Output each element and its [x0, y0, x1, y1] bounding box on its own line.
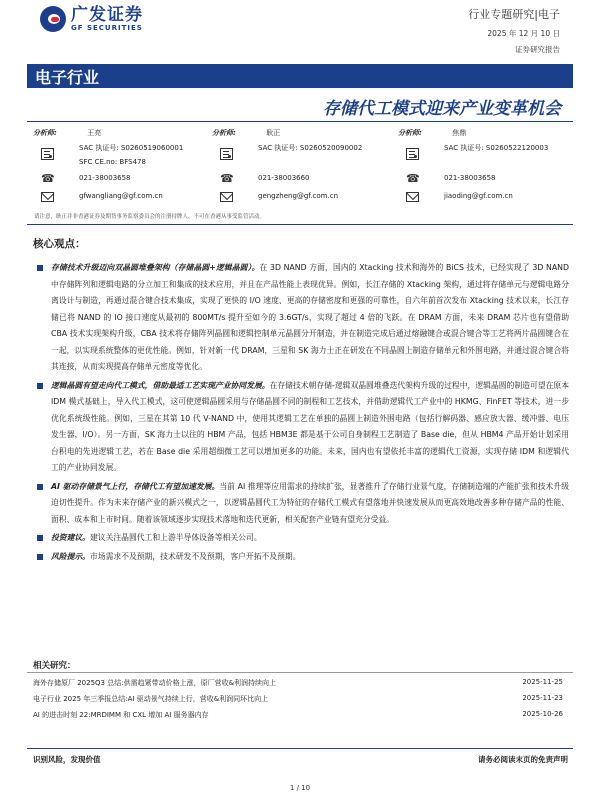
report-date: 2025 年 12 月 10 日 [487, 29, 560, 38]
certificate-icon [406, 148, 419, 160]
analyst-disclaimer: 请注意，耿正并非香港证券及期货事务监察委员会的注册持牌人，不可在香港从事受监管活动。 [34, 214, 266, 220]
list-item [33, 378, 569, 477]
key-points-list [33, 260, 569, 567]
bullet-square-icon [37, 554, 43, 560]
related-item-title[interactable]: 海外存储原厂 2025Q3 总结:供需趋紧带动价格上涨，原厂营收&利润持续向上 [33, 679, 277, 687]
certificate-icon [220, 148, 233, 160]
page-number: 1 / 10 [289, 784, 311, 792]
mail-icon [41, 192, 54, 202]
bullet-square-icon [37, 265, 43, 271]
industry-banner [27, 64, 573, 88]
analyst-header [33, 128, 213, 143]
analyst-phone: 021-38003658 [444, 174, 496, 182]
related-divider [27, 672, 573, 673]
bullet-text: 当前 AI 推理等应用需求的持续扩张，显著推升了存储行业景气度，存储制造端的产能扩张和技术升级迫切性提升。作为未来存储产业的新兴模式之一，以逻辑晶圆代工为特征的存储代工模式有望落地并快速发展从而更高效地改善多种存储产品的性能、面积、成本和上市时间。随着该领域逐步实现技术落地和迭代更新，相关配套产业链有望充分受益。 [51, 481, 569, 524]
analyst-card [212, 128, 392, 205]
list-item [33, 549, 569, 566]
analyst-name: 耿正 [266, 129, 281, 137]
analyst-phone: 021-38003660 [258, 174, 310, 182]
bullet-text: 市场需求不及预期，技术研发不及预期，客户开拓不及预期。 [89, 551, 301, 561]
title-divider [27, 121, 573, 122]
report-title-row [27, 94, 573, 120]
logo-text-cn: 广发证券 [71, 5, 143, 25]
phone-icon: ☎ [41, 172, 55, 185]
bullet-text: 在存储技术朝存储-逻辑双晶圆堆叠迭代架构升级的过程中，逻辑晶圆的制造可望在原本 IDM 模式基础上，导入代工模式，这可使逻辑晶圆采用与存储晶圆不同的制程和工艺技术，并借助逻辑代工产业中的 HKMG、FinFET 等技术，进一步优化系统级性能。例如，三星在其第 10 代 V-NAND 中，使用其逻辑工艺在单独的晶圆上制造外围电路（包括行解码器、感应放大器、缓冲器、电压发生器，I/O）。另一方面，SK 海力士以往的 HBM 产品，包括 HBM3E 都是基于公司自身制程工艺制造了 Base die，但从 HBM4 产品开始计划采用台积电的先进逻辑工艺，若在 Base die 采用超细微工艺可以增加更多的功能。未来，国内也有望依托丰富的逻辑代工资源，实现存储 IDM 和逻辑代工的产业协同发展。 [51, 380, 569, 472]
certificate-icon [41, 148, 54, 160]
report-kind: 证券研究报告 [515, 45, 560, 54]
gf-logo-icon [40, 6, 66, 32]
bullet-square-icon [37, 484, 43, 490]
analyst-header [212, 128, 392, 143]
analyst-divider [27, 224, 573, 225]
analyst-name: 王亮 [87, 129, 102, 137]
analyst-role: 分析师: [212, 129, 236, 137]
bullet-square-icon [37, 383, 43, 389]
report-title: 存储代工模式迎来产业变革机会 [323, 99, 561, 119]
analyst-header [398, 128, 578, 143]
related-item-date: 2025-11-25 [522, 678, 563, 686]
phone-icon: ☎ [220, 172, 234, 185]
key-points-title: 核心观点： [33, 238, 86, 250]
related-item-date: 2025-10-26 [522, 710, 563, 718]
header-meta [468, 6, 560, 55]
analyst-email[interactable]: gengzheng@gf.com.cn [258, 192, 339, 200]
bullet-text: 建议关注晶圆代工和上游半导体设备等相关公司。 [89, 533, 262, 542]
footer-slogan: 识别风险，发现价值 [33, 755, 101, 764]
footer-divider [27, 748, 573, 749]
bullet-square-icon [37, 535, 43, 541]
analyst-email[interactable]: gfwangliang@gf.com.cn [79, 192, 163, 200]
analyst-sac: SAC 执证号: S0260522120003 [444, 144, 549, 152]
related-item-title[interactable]: AI 的进击时刻 22:MRDIMM 和 CXL 增加 AI 服务器内存 [33, 711, 209, 719]
phone-icon: ☎ [406, 172, 420, 185]
analyst-card [398, 128, 578, 205]
analyst-sfc: SFC CE.no: BFS478 [79, 158, 146, 166]
analyst-role: 分析师: [398, 129, 422, 137]
bullet-text: 在 3D NAND 方面，国内的 Xtacking 技术和海外的 BiCS 技术，已经实现了 3D NAND 中存储阵列和逻辑电路的分立加工和集成的技术应用，并且在产品性能上表现优异。例如，长江存储的 Xtacking 架构，通过将存储单元与逻辑电路分离设计与制造，再通过混合键合技术集成，实现了更快的 I/O 速度、更高的存储密度和更强的可靠性，自六年前首次发布 Xtacking 技术以来，长江存储已将 NAND 的 IO 接口速度从最初的 800MT/s 提升至如今的 3.6GT/s，实现了超过 4 倍的飞跃。在 DRAM 方面，未来 DRAM 芯片也有望借助 CBA 技术实现架构升级，CBA 技术将存储阵列晶圆和逻辑控制单元晶圆分开制造，并在制造完成后通过熔融键合或混合键合等工艺将两片晶圆键合在一起，以实现系统整体的更优性能。例如，针对新一代 DRAM，三星和 SK 海力士正在研发在不同晶圆上制造存储单元和外围电路，并通过混合键合将其连接，从而实现提高存储单元密度等优化。 [51, 263, 569, 371]
bullet-lead: 存储技术升级迈向双晶圆堆叠架构（存储晶圆+逻辑晶圆）。 [51, 263, 260, 272]
analyst-name: 焦鼎 [452, 129, 467, 137]
list-item [33, 530, 569, 547]
related-item-date: 2025-11-23 [522, 694, 563, 702]
analyst-phone: 021-38003658 [79, 174, 131, 182]
mail-icon [406, 192, 419, 202]
mail-icon [220, 192, 233, 202]
bullet-lead: 投资建议。 [51, 533, 90, 542]
logo-text-en: GF SECURITIES [71, 24, 143, 32]
industry-name: 电子行业 [35, 68, 100, 87]
analyst-sac: SAC 执证号: S0260519060001 [79, 144, 184, 152]
list-item [33, 479, 569, 529]
bullet-lead: 逻辑晶圆有望走向代工模式，借助最适工艺实现产业协同发展。 [51, 380, 270, 390]
bullet-lead: AI 驱动存储景气上行，存储代工有望加速发展。 [51, 481, 220, 491]
footer-disclaimer: 请务必阅读末页的免责声明 [478, 755, 568, 764]
analyst-email[interactable]: jiaoding@gf.com.cn [444, 192, 513, 200]
analyst-card [33, 128, 213, 205]
gf-securities-logo [40, 6, 143, 32]
analyst-role: 分析师: [33, 129, 57, 137]
related-research-title: 相关研究： [33, 661, 76, 671]
analyst-sac: SAC 执证号: S0260520090002 [258, 144, 363, 152]
report-type: 行业专题研究|电子 [468, 8, 560, 21]
bullet-lead: 风险提示。 [51, 551, 90, 561]
related-item-title[interactable]: 电子行业 2025 年三季报总结:AI 驱动景气持续上行，营收&利润同环比向上 [33, 695, 269, 703]
list-item [33, 260, 569, 376]
